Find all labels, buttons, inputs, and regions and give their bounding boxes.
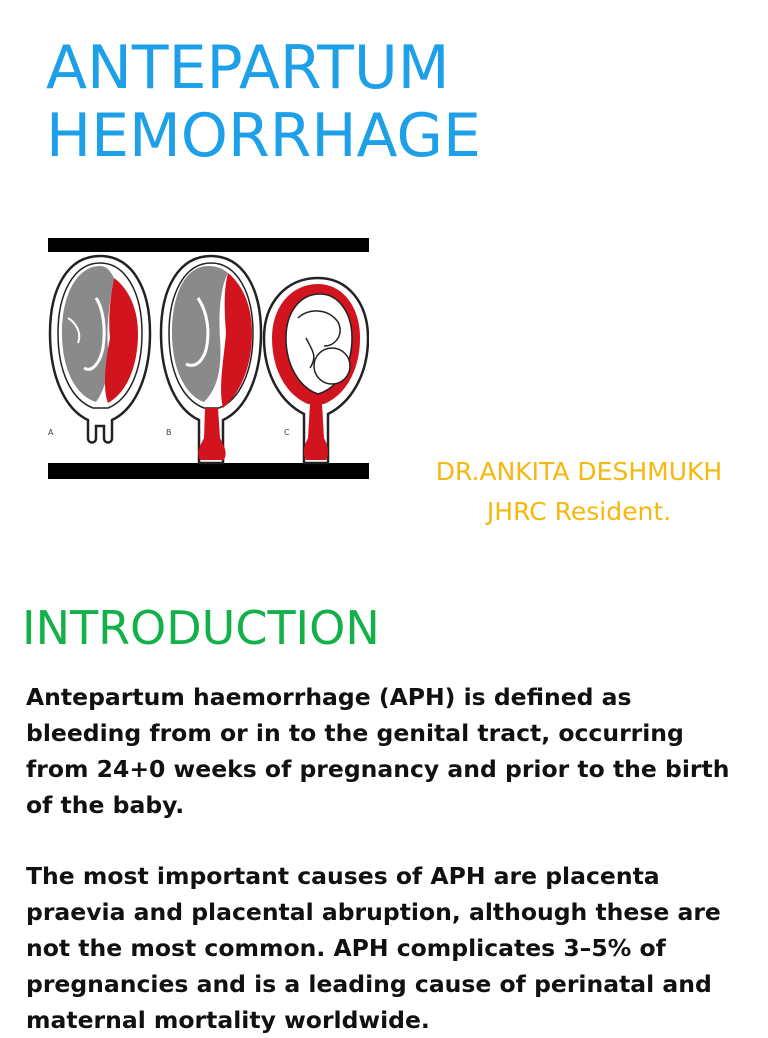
introduction-paragraph-2: The most important causes of APH are placenta praevia and placental abruption, although these are not the most common. APH complicates 3–5% of pregnancies and is a leading cause of perinatal and maternal mortality worldwide. xyxy=(26,862,721,1034)
author-role: JHRC Resident. xyxy=(486,497,672,526)
uterus-a xyxy=(48,256,150,443)
bottom-black-bar xyxy=(48,463,369,479)
introduction-heading: INTRODUCTION xyxy=(22,601,380,655)
author-name: DR.ANKITA DESHMUKH xyxy=(435,457,723,486)
label-a: A xyxy=(48,428,54,437)
uterus-illustration xyxy=(48,238,369,479)
title-line-2: HEMORRHAGE xyxy=(46,101,481,171)
uterus-c xyxy=(264,278,368,463)
slide-title xyxy=(46,34,481,170)
uterus-b xyxy=(161,256,261,463)
label-c: C xyxy=(284,428,290,437)
author-block xyxy=(390,452,768,532)
top-black-bar xyxy=(48,238,369,252)
title-line-1: ANTEPARTUM xyxy=(46,33,450,103)
label-b: B xyxy=(166,428,172,437)
introduction-paragraph-1: Antepartum haemorrhage (APH) is defined as bleeding from or in to the genital tract, occurring from 24+0 weeks of pregnancy and prior to the birth of the baby. xyxy=(26,683,730,819)
uterus-illustration-svg xyxy=(48,238,369,479)
